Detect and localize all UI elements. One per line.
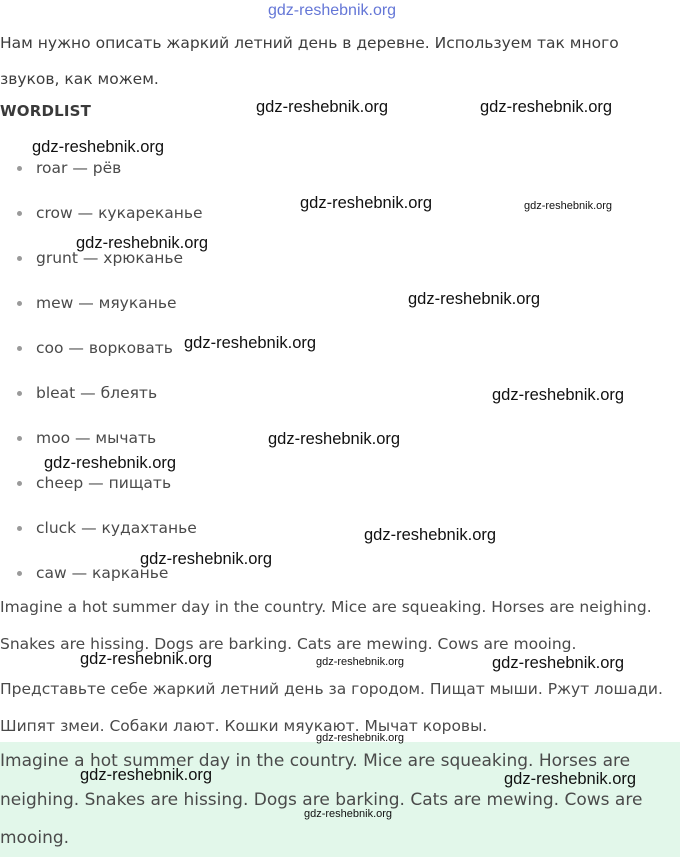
russian-paragraph-text: Представьте себе жаркий летний день за городом. Пищат мыши. Ржут лошади. Шипят змеи. Собаки лают. Кошки мяукают. Мычат коровы. (0, 680, 663, 735)
watermark: gdz-reshebnik.org (80, 766, 213, 784)
bullet-icon (17, 526, 22, 531)
watermark: gdz-reshebnik.org (316, 656, 405, 668)
list-item (0, 510, 203, 555)
bullet-icon (17, 391, 22, 396)
list-item-text: mew — мяуканье (36, 294, 177, 312)
bullet-icon (17, 481, 22, 486)
watermark: gdz-reshebnik.org (316, 732, 405, 744)
bullet-icon (17, 256, 22, 261)
watermark: gdz-reshebnik.org (184, 334, 317, 352)
list-item-text: cluck — кудахтанье (36, 519, 197, 537)
bullet-icon (17, 571, 22, 576)
watermark: gdz-reshebnik.org (480, 98, 613, 116)
intro-text-block (0, 25, 678, 97)
watermark: gdz-reshebnik.org (268, 430, 401, 448)
bullet-icon (17, 301, 22, 306)
wordlist-heading: WORDLIST (0, 102, 92, 120)
bullet-icon (17, 346, 22, 351)
watermark: gdz-reshebnik.org (524, 200, 613, 212)
watermark: gdz-reshebnik.org (44, 454, 177, 472)
answer-box-text: Imagine a hot summer day in the country. Mice are squeaking. Horses are neighing. Snakes are hissing. Dogs are barking. Cats are mewing. Cows are mooing. (0, 751, 643, 848)
english-paragraph-text: Imagine a hot summer day in the country. Mice are squeaking. Horses are neighing. Snakes are hissing. Dogs are barking. Cats are mewing. Cows are mooing. (0, 598, 652, 653)
watermark: gdz-reshebnik.org (80, 650, 213, 668)
watermark: gdz-reshebnik.org (492, 386, 625, 404)
answer-box (0, 742, 680, 857)
list-item-text: moo — мычать (36, 429, 157, 447)
watermark: gdz-reshebnik.org (300, 194, 433, 212)
list-item-text: cheep — пищать (36, 474, 172, 492)
list-item-text: coo — ворковать (36, 339, 173, 357)
watermark: gdz-reshebnik.org (364, 526, 497, 544)
header-watermark: gdz-reshebnik.org (268, 2, 397, 19)
intro-paragraph: Нам нужно описать жаркий летний день в деревне. Используем так много звуков, как можем. (0, 34, 619, 88)
wordlist (0, 150, 203, 600)
watermark: gdz-reshebnik.org (304, 808, 393, 820)
list-item-text: roar — рёв (36, 159, 122, 177)
list-item-text: caw — карканье (36, 564, 169, 582)
watermark: gdz-reshebnik.org (256, 98, 389, 116)
list-item-text: grunt — хрюканье (36, 249, 184, 267)
watermark: gdz-reshebnik.org (76, 234, 209, 252)
watermark: gdz-reshebnik.org (492, 654, 625, 672)
watermark: gdz-reshebnik.org (140, 550, 273, 568)
watermark: gdz-reshebnik.org (504, 770, 637, 788)
watermark: gdz-reshebnik.org (32, 138, 165, 156)
bullet-icon (17, 166, 22, 171)
bullet-icon (17, 436, 22, 441)
list-item (0, 330, 203, 375)
bullet-icon (17, 211, 22, 216)
list-item-text: crow — кукареканье (36, 204, 203, 222)
list-item (0, 375, 203, 420)
list-item-text: bleat — блеять (36, 384, 158, 402)
list-item (0, 285, 203, 330)
watermark: gdz-reshebnik.org (408, 290, 541, 308)
